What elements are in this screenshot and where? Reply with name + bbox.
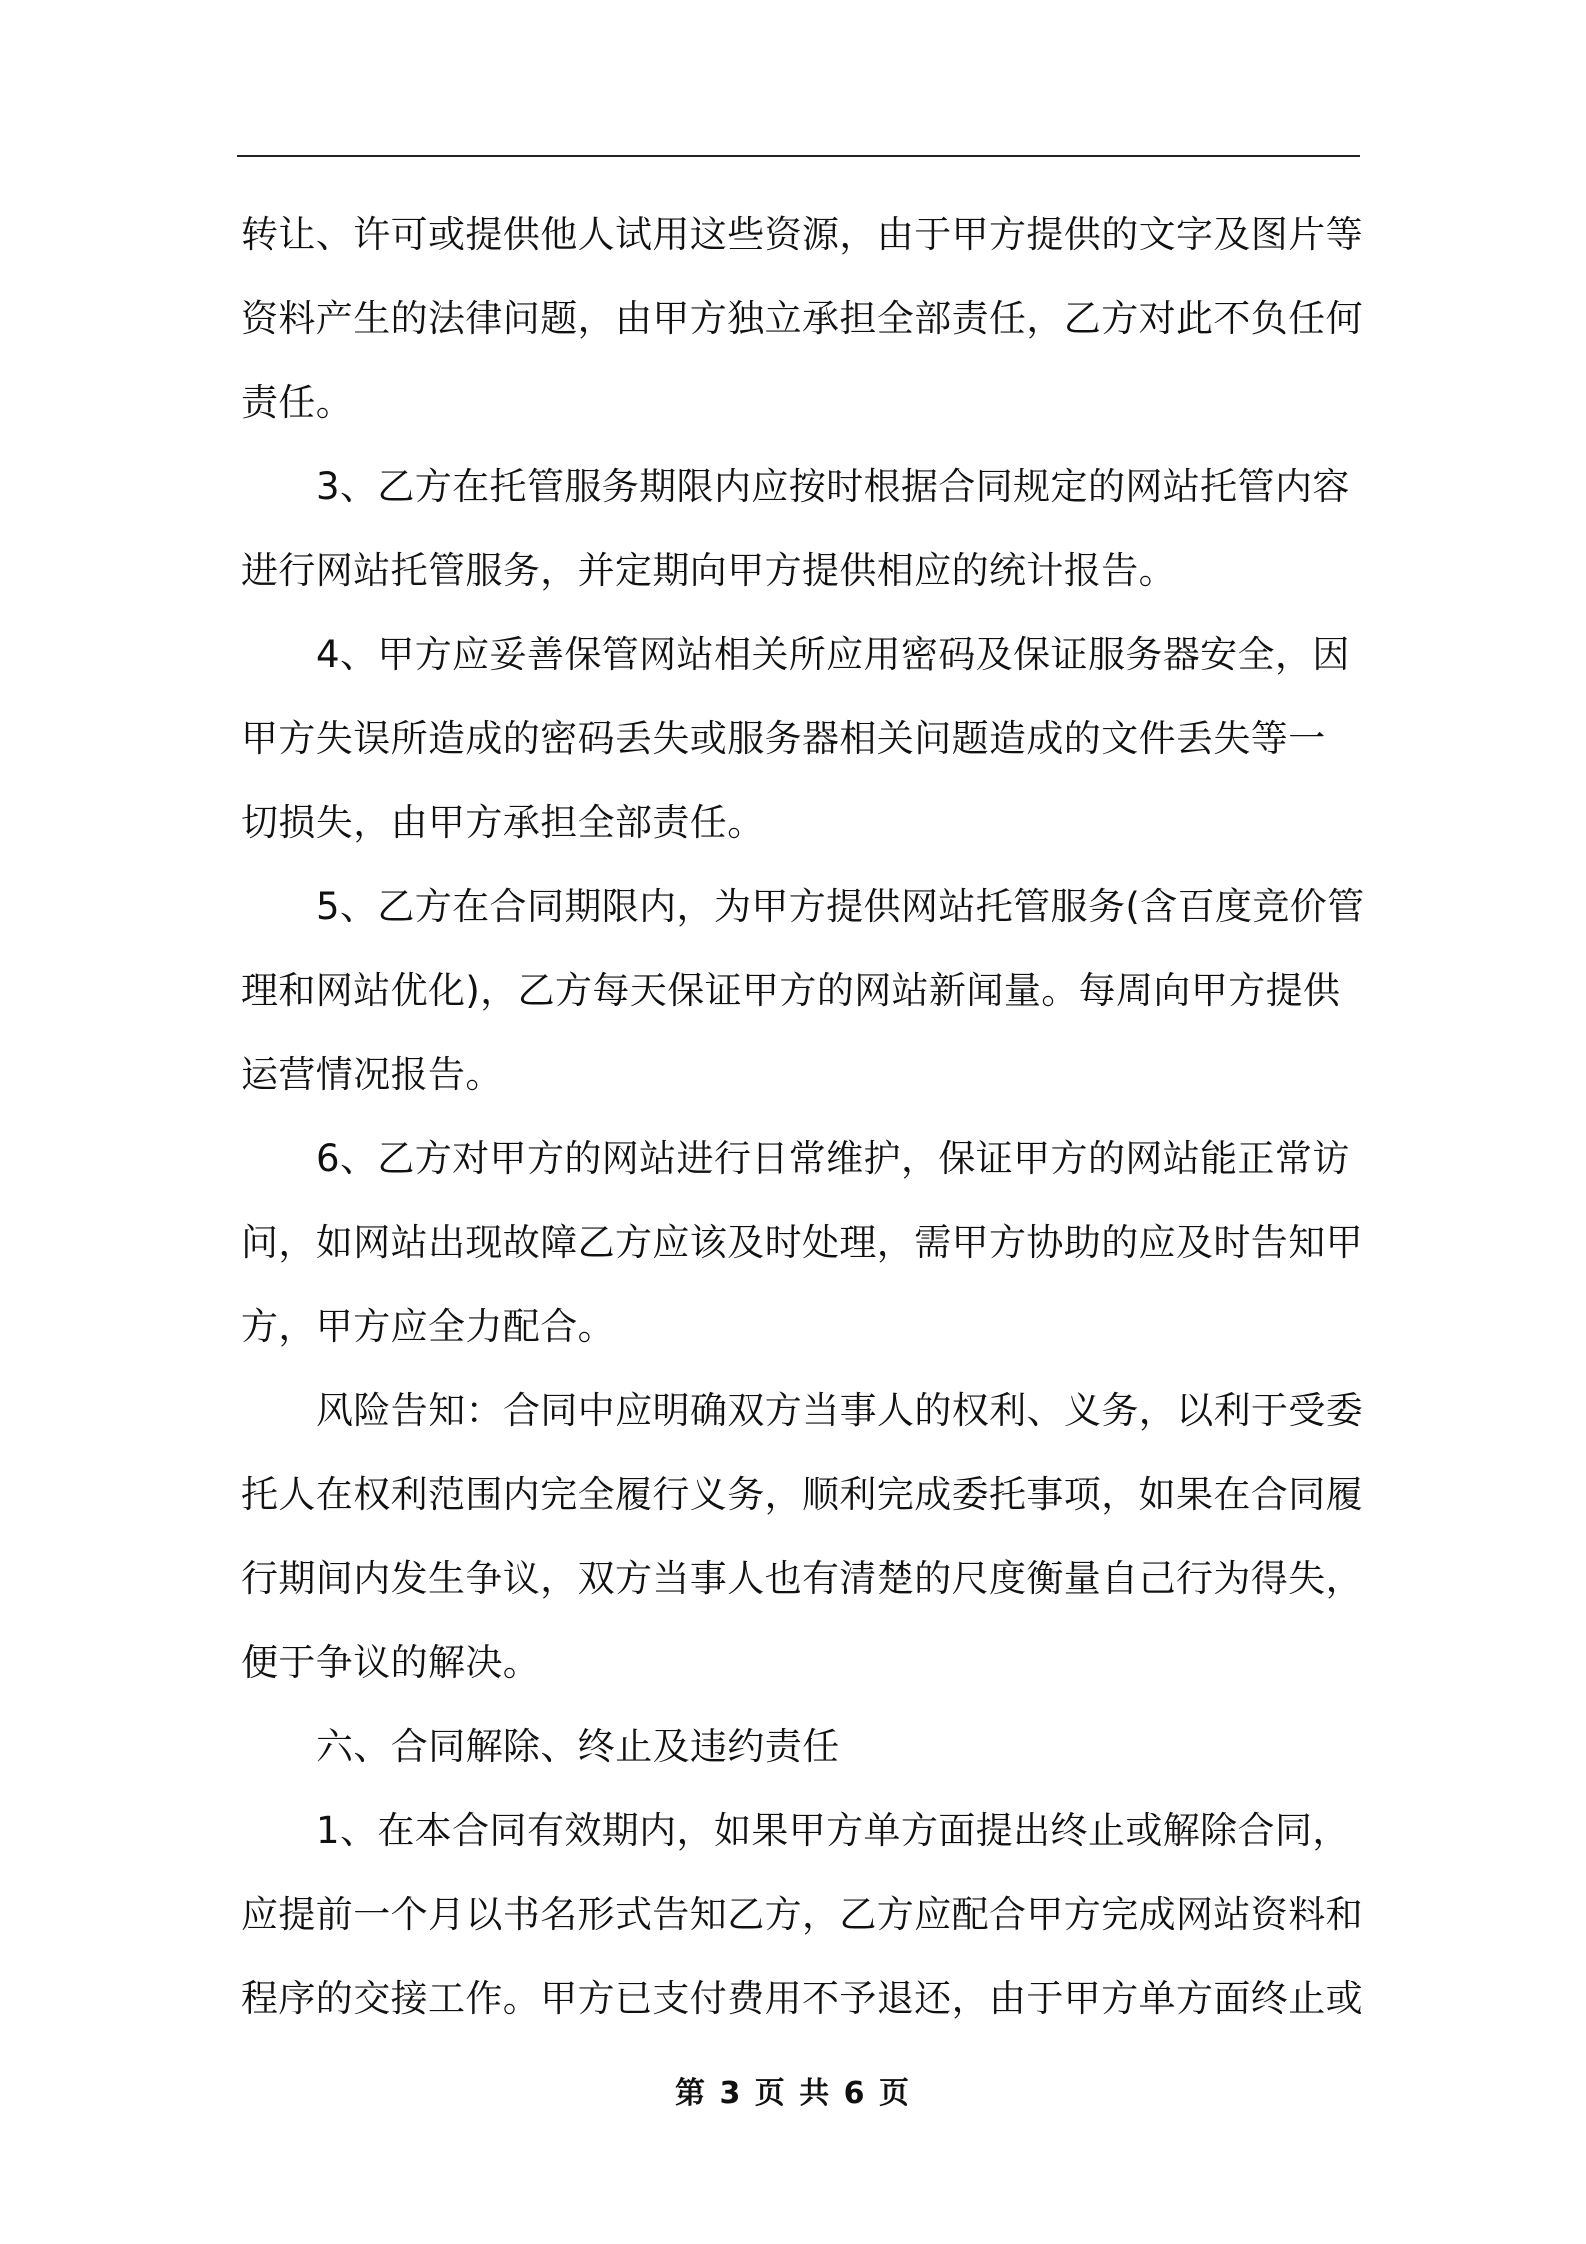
text-line: 风险告知：合同中应明确双方当事人的权利、义务，以利于受委 bbox=[316, 1389, 1364, 1432]
text-line: 便于争议的解决。 bbox=[241, 1641, 541, 1684]
text-line: 责任。 bbox=[241, 381, 354, 424]
page-number-footer: 第 3 页 共 6 页 bbox=[675, 2076, 911, 2111]
text-line: 转让、许可或提供他人试用这些资源，由于甲方提供的文字及图片等 bbox=[241, 213, 1363, 256]
text-line: 方，甲方应全力配合。 bbox=[241, 1305, 615, 1348]
text-line: 问，如网站出现故障乙方应该及时处理，需甲方协助的应及时告知甲 bbox=[241, 1221, 1363, 1264]
text-line: 3、乙方在托管服务期限内应按时根据合同规定的网站托管内容 bbox=[316, 465, 1350, 508]
paragraph bbox=[241, 1117, 1363, 1369]
paragraph bbox=[241, 1705, 1363, 1789]
header-rule bbox=[237, 155, 1360, 157]
text-line: 程序的交接工作。甲方已支付费用不予退还，由于甲方单方面终止或 bbox=[241, 1977, 1363, 2020]
paragraph bbox=[241, 1789, 1363, 2041]
text-line: 1、在本合同有效期内，如果甲方单方面提出终止或解除合同， bbox=[316, 1809, 1350, 1852]
text-line: 六、合同解除、终止及违约责任 bbox=[316, 1725, 840, 1768]
text-line: 托人在权利范围内完全履行义务，顺利完成委托事项，如果在合同履 bbox=[241, 1473, 1363, 1516]
text-line: 进行网站托管服务，并定期向甲方提供相应的统计报告。 bbox=[241, 549, 1176, 592]
paragraph bbox=[241, 445, 1363, 613]
paragraph bbox=[241, 613, 1363, 865]
text-line: 切损失，由甲方承担全部责任。 bbox=[241, 801, 765, 844]
paragraph bbox=[241, 1369, 1363, 1705]
text-line: 5、乙方在合同期限内，为甲方提供网站托管服务(含百度竞价管 bbox=[316, 885, 1365, 928]
text-line: 理和网站优化)，乙方每天保证甲方的网站新闻量。每周向甲方提供 bbox=[241, 969, 1341, 1012]
text-line: 甲方失误所造成的密码丢失或服务器相关问题造成的文件丢失等一 bbox=[241, 717, 1326, 760]
text-line: 4、甲方应妥善保管网站相关所应用密码及保证服务器安全，因 bbox=[316, 633, 1350, 676]
text-line: 资料产生的法律问题，由甲方独立承担全部责任，乙方对此不负任何 bbox=[241, 297, 1363, 340]
text-line: 运营情况报告。 bbox=[241, 1053, 503, 1096]
text-line: 6、乙方对甲方的网站进行日常维护，保证甲方的网站能正常访 bbox=[316, 1137, 1350, 1180]
text-line: 应提前一个月以书名形式告知乙方，乙方应配合甲方完成网站资料和 bbox=[241, 1893, 1363, 1936]
document-body bbox=[241, 193, 1363, 2041]
paragraph bbox=[241, 193, 1363, 445]
paragraph bbox=[241, 865, 1363, 1117]
text-line: 行期间内发生争议，双方当事人也有清楚的尺度衡量自己行为得失， bbox=[241, 1557, 1363, 1600]
